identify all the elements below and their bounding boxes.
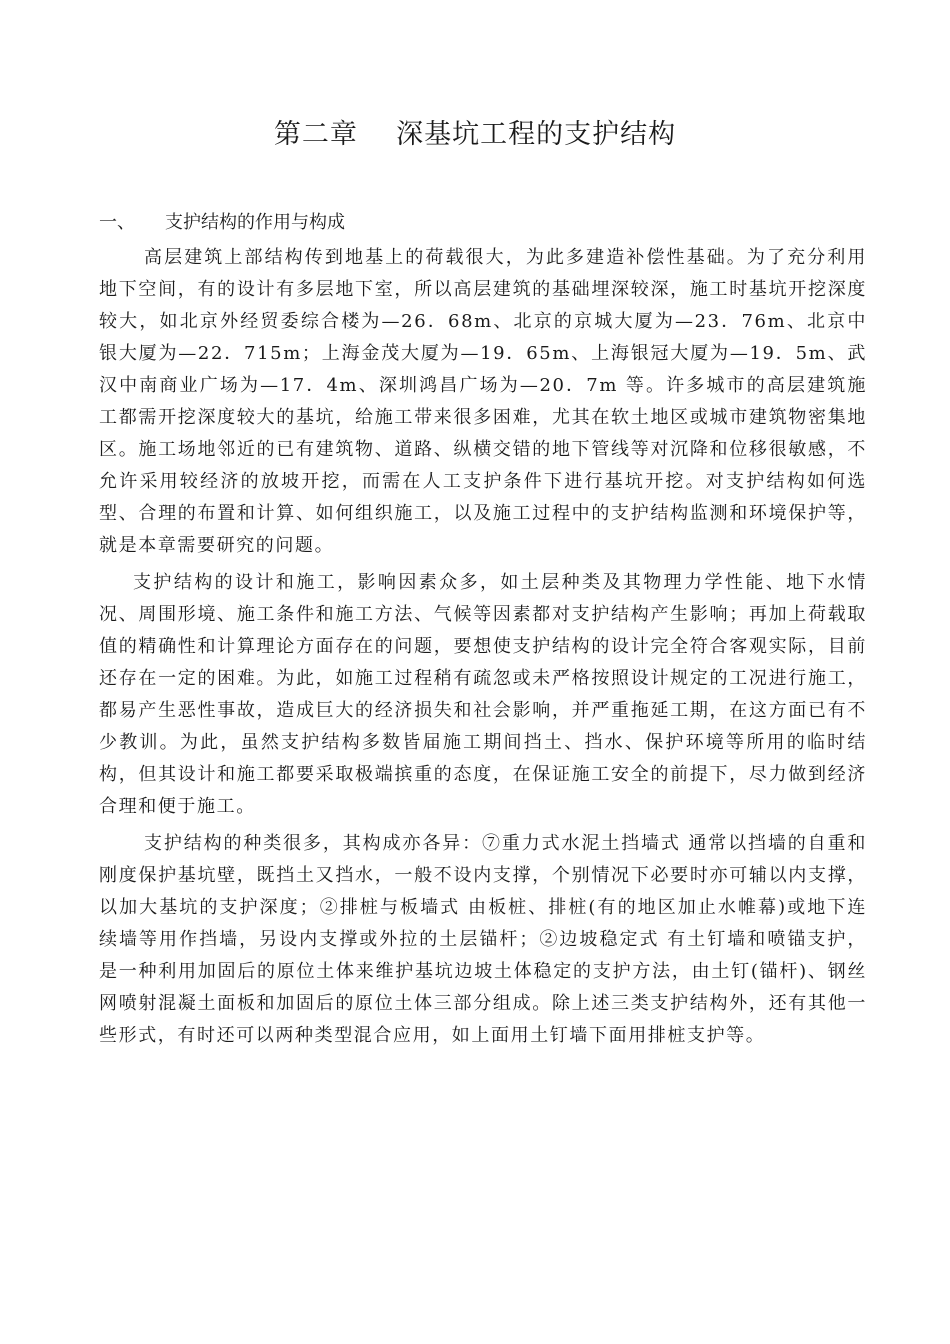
paragraph-3: 支护结构的种类很多，其构成亦各异：⑦重力式水泥土挡墙式 通常以挡墙的自重和刚度保护基坑壁，既挡土又挡水，一般不设内支撑，个别情况下必要时亦可辅以内支撑，以加大基坑的支护深度；②排桩与板墙式 由板桩、排桩(有的地区加止水帷幕)或地下连续墙等用作挡墙，另设内支撑或外拉的土层锚杆；②边坡稳定式 有土钉墙和喷锚支护，是一种利用加固后的原位土体来维护基坑边坡土体稳定的支护方法，由土钉(锚杆)、钢丝网喷射混凝土面板和加固后的原位土体三部分组成。除上述三类支护结构外，还有其他一些形式，有时还可以两种类型混合应用，如上面用土钉墙下面用排桩支护等。: [99, 833, 867, 1046]
section-heading: [99, 208, 345, 234]
chapter-title: 第二章 深基坑工程的支护结构: [273, 119, 677, 150]
section-title: 支护结构的作用与构成: [165, 212, 345, 233]
paragraph-1: 高层建筑上部结构传到地基上的荷载很大，为此多建造补偿性基础。为了充分利用地下空间，有的设计有多层地下室，所以高层建筑的基础埋深较深，施工时基坑开挖深度较大，如北京外经贸委综合楼为—26．68m、北京的京城大厦为—23．76m、北京中银大厦为—22．715m；上海金茂大厦为—19．65m、上海银冠大厦为—19．5m、武汉中南商业广场为—17．4m、深圳鸿昌广场为—20．7m 等。许多城市的高层建筑施工都需开挖深度较大的基坑，给施工带来很多困难，尤其在软土地区或城市建筑物密集地区。施工场地邻近的已有建筑物、道路、纵横交错的地下管线等对沉降和位移很敏感，不允许采用较经济的放坡开挖，而需在人工支护条件下进行基坑开挖。对支护结构如何选型、合理的布置和计算、如何组织施工，以及施工过程中的支护结构监测和环境保护等，就是本章需要研究的问题。: [99, 247, 867, 556]
section-number: 一、: [99, 212, 135, 233]
paragraph-2: 支护结构的设计和施工，影响因素众多，如土层种类及其物理力学性能、地下水情况、周围形境、施工条件和施工方法、气候等因素都对支护结构产生影响；再加上荷载取值的精确性和计算理论方面存在的问题，要想使支护结构的设计完全符合客观实际，目前还存在一定的困难。为此，如施工过程稍有疏忽或未严格按照设计规定的工况进行施工，都易产生恶性事故，造成巨大的经济损失和社会影响，并严重拖延工期，在这方面已有不少教训。为此，虽然支护结构多数皆届施工期间挡土、挡水、保护环境等所用的临时结构，但其设计和施工都要采取极端摈重的态度，在保证施工安全的前提下，尽力做到经济合理和便于施工。: [99, 572, 867, 817]
body-text: [99, 242, 867, 1057]
